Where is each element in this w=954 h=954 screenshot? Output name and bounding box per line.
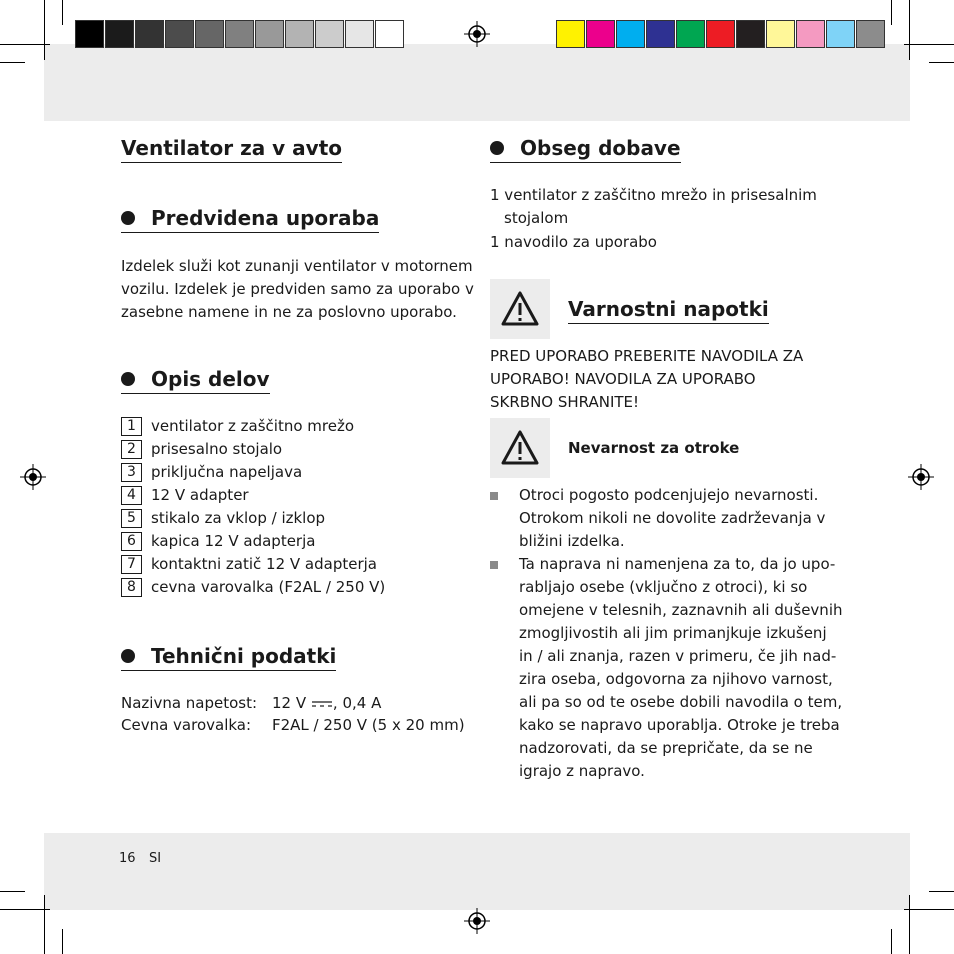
color-swatch	[676, 20, 705, 48]
square-bullet-icon	[490, 492, 498, 500]
tech-label: Cevna varovalka:	[121, 716, 252, 734]
tech-value	[272, 692, 381, 715]
registration-mark-icon	[464, 21, 490, 47]
header-band	[44, 44, 910, 121]
color-bar	[556, 20, 886, 48]
crop-mark	[44, 0, 45, 60]
crop-mark	[0, 62, 25, 63]
page-number: 16	[119, 851, 136, 866]
crop-mark	[929, 891, 954, 892]
part-label: 12 V adapter	[151, 486, 249, 504]
safety-bullet-line: kako se napravo uporablja. Otroke je treba	[519, 716, 840, 734]
safety-bullet-line: rabljajo osebe (vključno z otroci), ki so	[519, 578, 808, 596]
document-title: Ventilator za v avto	[121, 136, 342, 163]
color-swatch	[856, 20, 885, 48]
scope-line: stojalom	[504, 209, 569, 227]
tech-label: Nazivna napetost:	[121, 694, 258, 712]
color-swatch	[75, 20, 104, 48]
tech-value-current: , 0,4 A	[332, 694, 382, 712]
scope-line: 1 ventilator z zaščitno mrežo in prisesalnim	[490, 186, 817, 204]
color-swatch	[195, 20, 224, 48]
warning-triangle-icon	[490, 279, 550, 339]
warning-box	[490, 279, 550, 339]
safety-bullet-line: ali pa so od te osebe dobili navodila o tem,	[519, 693, 843, 711]
part-number: 4	[121, 486, 142, 505]
warning-box	[490, 418, 550, 478]
part-label: kontaktni zatič 12 V adapterja	[151, 555, 377, 573]
safety-bullet-line: omejene v telesnih, zaznavnih ali duševnih	[519, 601, 843, 619]
part-number: 1	[121, 417, 142, 436]
color-swatch	[165, 20, 194, 48]
registration-mark-icon	[20, 464, 46, 490]
part-number: 6	[121, 532, 142, 551]
part-label: ventilator z zaščitno mrežo	[151, 417, 355, 435]
safety-bullet-line: bližini izdelka.	[519, 532, 625, 550]
safety-bullet-line: Ta naprava ni namenjena za to, da jo upo-	[519, 555, 836, 573]
color-swatch	[225, 20, 254, 48]
crop-mark	[0, 909, 50, 910]
part-number: 7	[121, 555, 142, 574]
warning-triangle-icon	[490, 418, 550, 478]
part-number: 3	[121, 463, 142, 482]
tech-value-voltage: 12 V	[272, 694, 307, 712]
part-label: prisesalno stojalo	[151, 440, 283, 458]
safety-bullet-line: igrajo z napravo.	[519, 762, 645, 780]
registration-mark-icon	[464, 908, 490, 934]
registration-mark-icon	[908, 464, 934, 490]
intended-use-line: zasebne namene in ne za poslovno uporabo.	[121, 303, 457, 321]
crop-mark	[891, 0, 892, 25]
color-swatch	[646, 20, 675, 48]
color-swatch	[556, 20, 585, 48]
safety-bullet-line: zmogljivostih ali jim primanjkuje izkušenj	[519, 624, 827, 642]
part-number: 2	[121, 440, 142, 459]
grayscale-bar	[75, 20, 405, 48]
crop-mark	[62, 0, 63, 25]
safety-bullet-line: Otroci pogosto podcenjujejo nevarnosti.	[519, 486, 819, 504]
crop-mark	[0, 891, 25, 892]
crop-mark	[904, 44, 954, 45]
part-label: stikalo za vklop / izklop	[151, 509, 326, 527]
safety-bullet-line: zira oseba, odgovorna za njihovo varnost,	[519, 670, 833, 688]
section-heading-tech: Tehnični podatki	[121, 644, 336, 671]
part-label: cevna varovalka (F2AL / 250 V)	[151, 578, 386, 596]
crop-mark	[44, 895, 45, 954]
intended-use-line: vozilu. Izdelek je predviden samo za uporabo v	[121, 280, 474, 298]
color-swatch	[766, 20, 795, 48]
color-swatch	[345, 20, 374, 48]
safety-caps-line: PRED UPORABO PREBERITE NAVODILA ZA	[490, 347, 804, 365]
color-swatch	[105, 20, 134, 48]
section-heading-safety: Varnostni napotki	[568, 297, 769, 324]
color-swatch	[375, 20, 404, 48]
crop-mark	[62, 929, 63, 954]
safety-caps-line: SKRBNO SHRANITE!	[490, 393, 640, 411]
color-swatch	[706, 20, 735, 48]
color-swatch	[285, 20, 314, 48]
tech-value: F2AL / 250 V (5 x 20 mm)	[272, 716, 465, 734]
crop-mark	[909, 895, 910, 954]
crop-mark	[891, 929, 892, 954]
color-swatch	[255, 20, 284, 48]
language-code: SI	[149, 851, 162, 866]
part-number: 8	[121, 578, 142, 597]
square-bullet-icon	[490, 561, 498, 569]
section-heading-parts: Opis delov	[121, 367, 270, 394]
safety-bullet-line: in / ali znanja, razen v primeru, če jih nad-	[519, 647, 837, 665]
safety-bullet-line: nadzorovati, da se prepričate, da se ne	[519, 739, 813, 757]
child-danger-heading: Nevarnost za otroke	[568, 439, 740, 457]
intended-use-line: Izdelek služi kot zunanji ventilator v motornem	[121, 257, 473, 275]
crop-mark	[929, 62, 954, 63]
color-swatch	[135, 20, 164, 48]
part-number: 5	[121, 509, 142, 528]
color-swatch	[616, 20, 645, 48]
color-swatch	[736, 20, 765, 48]
part-label: kapica 12 V adapterja	[151, 532, 316, 550]
color-swatch	[796, 20, 825, 48]
dc-symbol-icon	[311, 699, 333, 709]
scope-line: 1 navodilo za uporabo	[490, 233, 657, 251]
safety-caps-line: UPORABO! NAVODILA ZA UPORABO	[490, 370, 756, 388]
crop-mark	[904, 909, 954, 910]
safety-bullet-line: Otrokom nikoli ne dovolite zadrževanja v	[519, 509, 826, 527]
crop-mark	[0, 44, 50, 45]
crop-mark	[909, 0, 910, 60]
color-swatch	[826, 20, 855, 48]
section-heading-scope: Obseg dobave	[490, 136, 681, 163]
footer-band	[44, 833, 910, 910]
color-swatch	[586, 20, 615, 48]
section-heading-intended-use: Predvidena uporaba	[121, 206, 379, 233]
part-label: priključna napeljava	[151, 463, 303, 481]
color-swatch	[315, 20, 344, 48]
